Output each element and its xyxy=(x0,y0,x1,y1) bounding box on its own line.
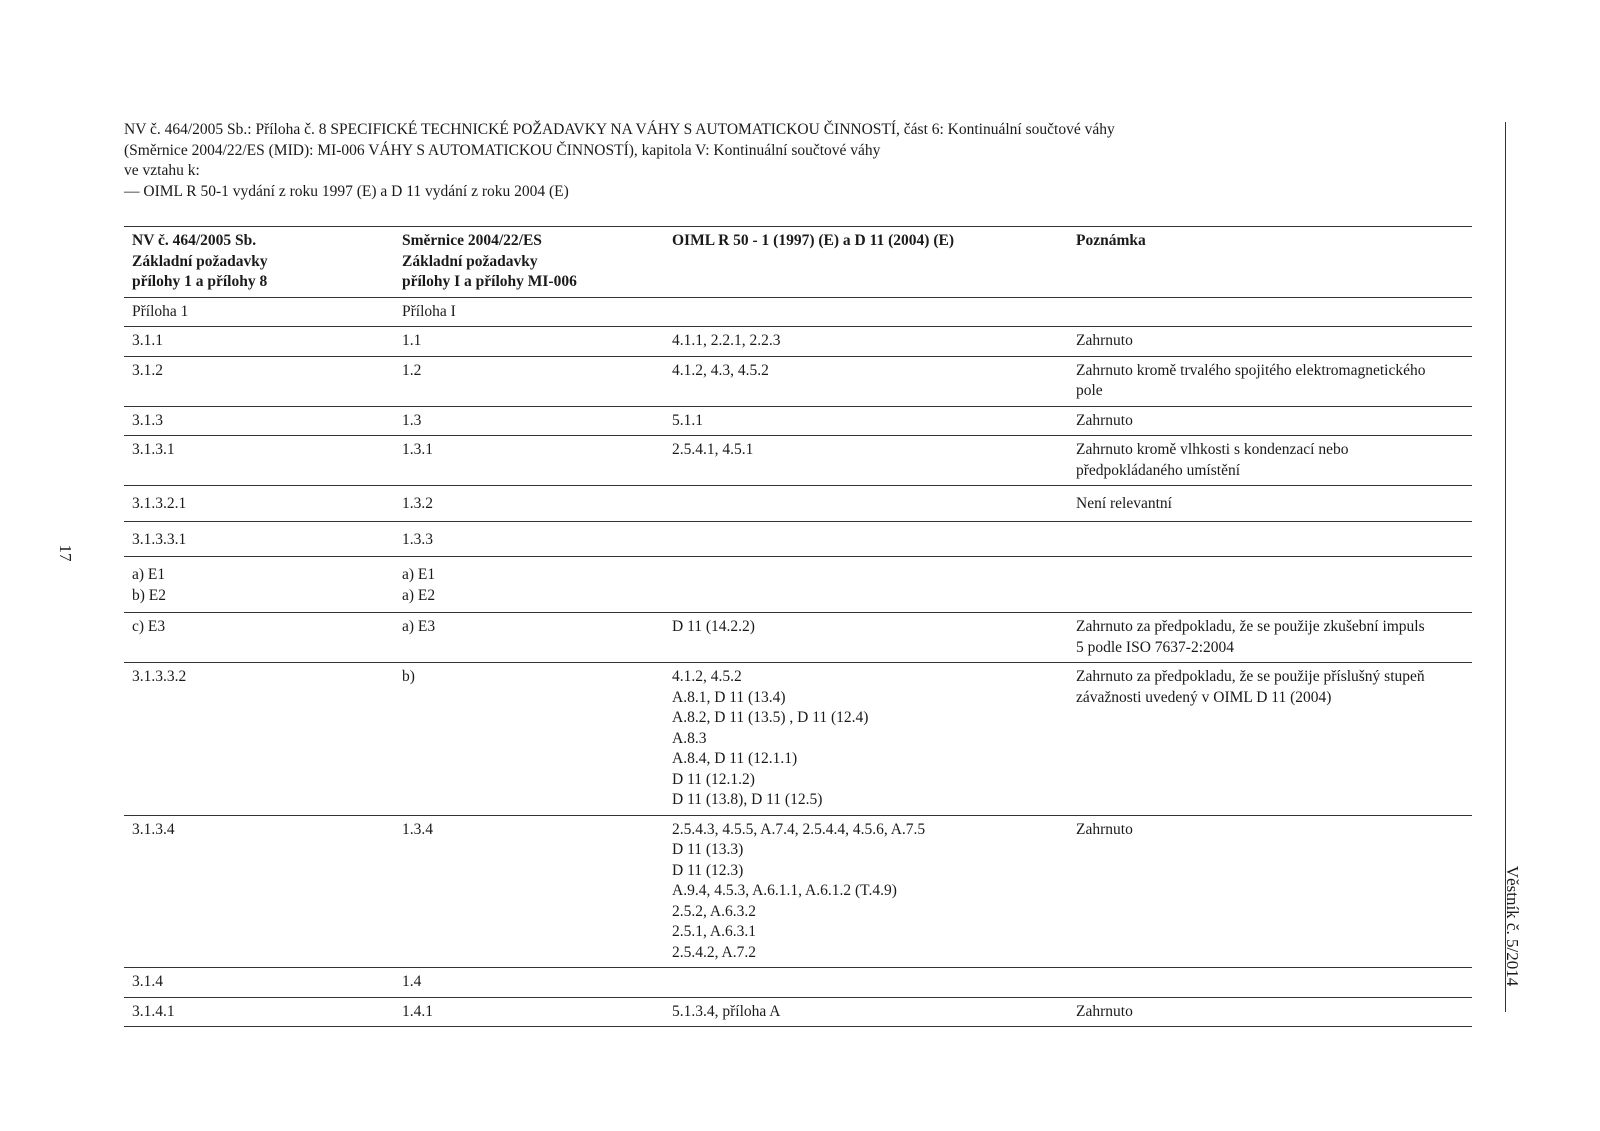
document-intro xyxy=(124,120,1454,202)
cell-nv xyxy=(124,356,394,406)
cell-poznamka xyxy=(1068,815,1472,968)
cell-poznamka xyxy=(1068,663,1472,816)
intro-line: NV č. 464/2005 Sb.: Příloha č. 8 SPECIFICKÉ TECHNICKÉ POŽADAVKY NA VÁHY S AUTOMATICKOU ČINNOSTÍ, část 6: Kontinuální součtové váhy xyxy=(124,121,1115,138)
cell-smernice xyxy=(394,327,664,357)
cell-text: 4.1.2, 4.5.2 xyxy=(672,668,742,685)
cell-text: D 11 (13.3) xyxy=(672,841,744,858)
cell-oiml xyxy=(664,356,1068,406)
cell-text: 2.5.4.2, A.7.2 xyxy=(672,943,756,961)
cell-oiml xyxy=(664,327,1068,357)
cell-text: 5 podle ISO 7637-2:2004 xyxy=(1076,638,1235,656)
page-number: 17 xyxy=(56,544,75,562)
cell-text: Příloha 1 xyxy=(132,302,189,320)
cell-oiml xyxy=(664,406,1068,436)
cell-poznamka xyxy=(1068,406,1472,436)
header-text: OIML R 50 - 1 (1997) (E) a D 11 (2004) (E) xyxy=(672,232,954,249)
cell-text: Zahrnuto xyxy=(1076,411,1133,429)
cell-poznamka xyxy=(1068,968,1472,998)
cell-text: Příloha I xyxy=(402,302,456,320)
table-row xyxy=(124,663,1472,816)
table-row xyxy=(124,997,1472,1027)
table-row xyxy=(124,486,1472,522)
cell-nv xyxy=(124,327,394,357)
table-header-row xyxy=(124,227,1472,298)
cell-smernice xyxy=(394,557,664,613)
cell-text xyxy=(672,494,1060,515)
cell-text: 1.4 xyxy=(402,973,422,990)
cell-text xyxy=(1076,565,1464,586)
header-text: přílohy I a přílohy MI-006 xyxy=(402,273,577,290)
cell-text: 3.1.4 xyxy=(132,973,163,990)
table-row xyxy=(124,406,1472,436)
cell-text: Zahrnuto xyxy=(1076,1002,1133,1020)
cell-nv xyxy=(124,815,394,968)
table-row xyxy=(124,968,1472,998)
cell-text: b) E2 xyxy=(132,586,167,604)
journal-title: Věstník č. 5/2014 xyxy=(1503,865,1522,987)
header-oiml xyxy=(664,227,1068,298)
cell-oiml xyxy=(664,521,1068,557)
cell-nv xyxy=(124,613,394,663)
cell-text: A.8.2, D 11 (13.5) , D 11 (12.4) xyxy=(672,709,869,726)
cell-text: D 11 (12.1.2) xyxy=(672,770,755,788)
requirements-table xyxy=(124,226,1472,1027)
header-text: Poznámka xyxy=(1076,232,1146,249)
cell-nv xyxy=(124,968,394,998)
header-nv xyxy=(124,227,394,298)
cell-text: 4.1.2, 4.3, 4.5.2 xyxy=(672,361,769,379)
cell-text: Zahrnuto za předpokladu, že se použije příslušný stupeň xyxy=(1076,668,1425,685)
cell-smernice xyxy=(394,486,664,522)
cell-smernice xyxy=(394,297,664,327)
cell-smernice xyxy=(394,436,664,486)
cell-oiml xyxy=(664,436,1068,486)
cell-text: Zahrnuto kromě vlhkosti s kondenzací nebo xyxy=(1076,441,1349,458)
cell-text: 3.1.3.1 xyxy=(132,441,175,458)
table-row xyxy=(124,327,1472,357)
cell-nv xyxy=(124,663,394,816)
cell-text xyxy=(672,972,1060,993)
cell-oiml xyxy=(664,486,1068,522)
cell-nv xyxy=(124,486,394,522)
cell-text: 1.3 xyxy=(402,411,422,429)
cell-poznamka xyxy=(1068,997,1472,1027)
cell-poznamka xyxy=(1068,297,1472,327)
cell-poznamka xyxy=(1068,486,1472,522)
header-poznamka xyxy=(1068,227,1472,298)
cell-text: a) E1 xyxy=(402,566,436,583)
cell-oiml xyxy=(664,613,1068,663)
cell-text: D 11 (13.8), D 11 (12.5) xyxy=(672,791,823,808)
cell-text: 2.5.2, A.6.3.2 xyxy=(672,902,756,920)
cell-text xyxy=(672,565,1060,586)
cell-text: A.8.3 xyxy=(672,729,707,747)
cell-text: 4.1.1, 2.2.1, 2.2.3 xyxy=(672,332,781,349)
cell-poznamka xyxy=(1068,557,1472,613)
cell-poznamka xyxy=(1068,356,1472,406)
cell-text: D 11 (12.3) xyxy=(672,861,744,879)
cell-text: 3.1.3.2.1 xyxy=(132,495,187,512)
cell-nv xyxy=(124,521,394,557)
header-text: Směrnice 2004/22/ES xyxy=(402,232,542,249)
cell-text xyxy=(672,302,1060,323)
cell-smernice xyxy=(394,406,664,436)
cell-text: c) E3 xyxy=(132,618,166,635)
cell-text: b) xyxy=(402,668,415,685)
cell-text: Zahrnuto xyxy=(1076,820,1133,838)
header-text: přílohy 1 a přílohy 8 xyxy=(132,273,268,290)
cell-oiml xyxy=(664,557,1068,613)
table-row xyxy=(124,815,1472,968)
cell-text: 3.1.2 xyxy=(132,361,163,379)
cell-oiml xyxy=(664,297,1068,327)
cell-text: 1.4.1 xyxy=(402,1002,433,1020)
cell-poznamka xyxy=(1068,327,1472,357)
table-body xyxy=(124,297,1472,1027)
cell-text: A.8.1, D 11 (13.4) xyxy=(672,688,786,706)
cell-text: a) E1 xyxy=(132,566,166,583)
cell-nv xyxy=(124,557,394,613)
table-header xyxy=(124,227,1472,298)
cell-smernice xyxy=(394,521,664,557)
cell-text: D 11 (14.2.2) xyxy=(672,618,755,635)
cell-text: 2.5.4.3, 4.5.5, A.7.4, 2.5.4.4, 4.5.6, A.7.5 xyxy=(672,820,926,838)
cell-text: 1.3.2 xyxy=(402,495,433,512)
cell-text: 1.2 xyxy=(402,361,422,379)
cell-text: 3.1.4.1 xyxy=(132,1002,175,1020)
cell-smernice xyxy=(394,968,664,998)
cell-smernice xyxy=(394,613,664,663)
cell-poznamka xyxy=(1068,613,1472,663)
cell-text: 1.3.3 xyxy=(402,530,433,548)
intro-line: — OIML R 50-1 vydání z roku 1997 (E) a D 11 vydání z roku 2004 (E) xyxy=(124,182,569,200)
intro-line: (Směrnice 2004/22/ES (MID): MI-006 VÁHY S AUTOMATICKOU ČINNOSTÍ), kapitola V: Kontinuální součtové váhy xyxy=(124,141,881,159)
cell-poznamka xyxy=(1068,436,1472,486)
cell-text: a) E3 xyxy=(402,618,436,635)
cell-text: 2.5.1, A.6.3.1 xyxy=(672,923,756,940)
table-row xyxy=(124,521,1472,557)
intro-line: ve vztahu k: xyxy=(124,162,200,179)
cell-nv xyxy=(124,406,394,436)
cell-smernice xyxy=(394,356,664,406)
cell-text: předpokládaného umístění xyxy=(1076,461,1240,479)
cell-text: A.9.4, 4.5.3, A.6.1.1, A.6.1.2 (T.4.9) xyxy=(672,882,897,899)
cell-text: 2.5.4.1, 4.5.1 xyxy=(672,441,754,458)
cell-oiml xyxy=(664,663,1068,816)
cell-smernice xyxy=(394,663,664,816)
cell-oiml xyxy=(664,968,1068,998)
cell-oiml xyxy=(664,997,1068,1027)
cell-oiml xyxy=(664,815,1068,968)
header-text: NV č. 464/2005 Sb. xyxy=(132,232,257,249)
cell-text: Zahrnuto za předpokladu, že se použije zkušební impuls xyxy=(1076,618,1425,635)
cell-text: 3.1.3 xyxy=(132,411,163,429)
cell-text xyxy=(1076,302,1464,323)
cell-text: 1.3.1 xyxy=(402,441,433,458)
header-smernice xyxy=(394,227,664,298)
cell-text: 3.1.3.4 xyxy=(132,820,175,838)
table-row xyxy=(124,557,1472,613)
cell-text: 1.1 xyxy=(402,332,422,349)
cell-text: Zahrnuto kromě trvalého spojitého elektromagnetického xyxy=(1076,361,1426,379)
cell-text: závažnosti uvedený v OIML D 11 (2004) xyxy=(1076,688,1332,706)
cell-text: a) E2 xyxy=(402,586,436,604)
cell-nv xyxy=(124,997,394,1027)
cell-text: Není relevantní xyxy=(1076,495,1172,512)
cell-text xyxy=(1076,530,1464,551)
table-row xyxy=(124,297,1472,327)
cell-text: 3.1.3.3.1 xyxy=(132,530,187,548)
cell-poznamka xyxy=(1068,521,1472,557)
cell-text: A.8.4, D 11 (12.1.1) xyxy=(672,750,798,767)
table-row xyxy=(124,356,1472,406)
cell-nv xyxy=(124,297,394,327)
cell-text xyxy=(672,530,1060,551)
header-text: Základní požadavky xyxy=(132,252,268,270)
cell-text: 3.1.3.3.2 xyxy=(132,668,187,685)
cell-text: 5.1.3.4, příloha A xyxy=(672,1002,781,1020)
cell-text: pole xyxy=(1076,382,1103,399)
cell-smernice xyxy=(394,997,664,1027)
cell-text: 3.1.1 xyxy=(132,332,163,349)
table-row xyxy=(124,436,1472,486)
cell-text xyxy=(1076,972,1464,993)
cell-nv xyxy=(124,436,394,486)
header-text: Základní požadavky xyxy=(402,252,538,270)
cell-text: 5.1.1 xyxy=(672,411,703,429)
cell-text: Zahrnuto xyxy=(1076,332,1133,349)
cell-text: 1.3.4 xyxy=(402,820,433,838)
table-row xyxy=(124,613,1472,663)
cell-smernice xyxy=(394,815,664,968)
